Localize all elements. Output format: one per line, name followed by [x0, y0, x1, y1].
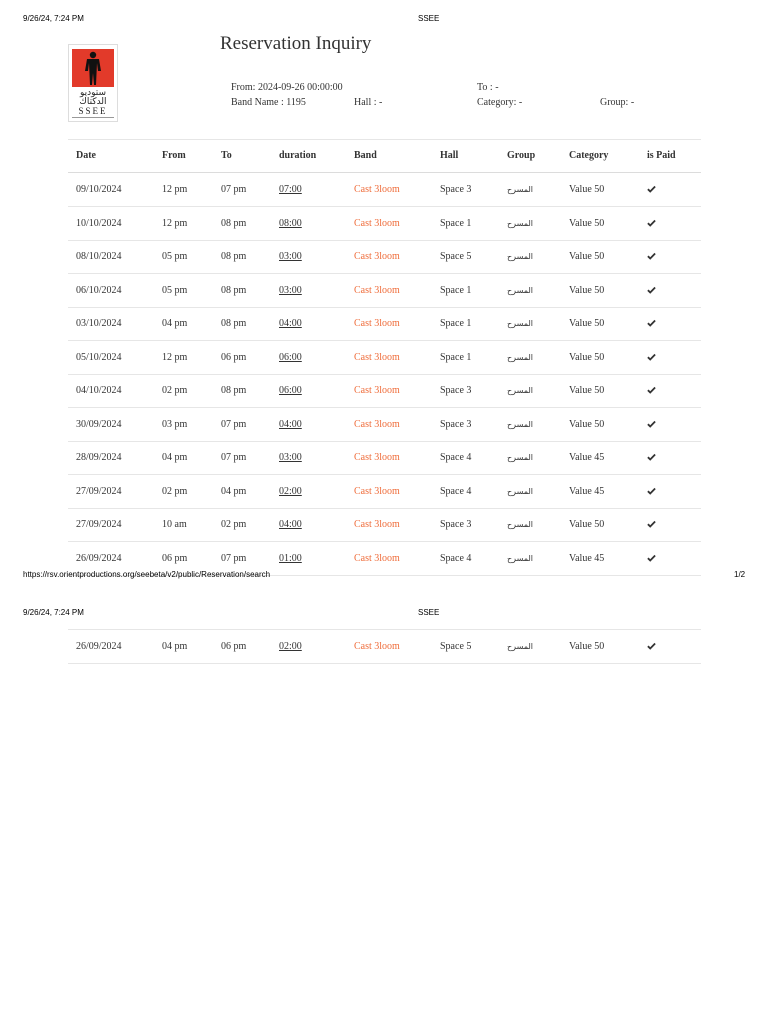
- cell-group: المسرح: [507, 520, 533, 529]
- cell-band: Cast 3loom: [354, 318, 400, 329]
- cell-hall: Space 4: [440, 552, 472, 564]
- table-header-border: [68, 172, 701, 173]
- cell-duration[interactable]: 04:00: [279, 318, 302, 329]
- cell-date: 09/10/2024: [76, 184, 122, 195]
- cell-from: 04 pm: [162, 641, 188, 652]
- paid-check-icon: [647, 520, 656, 528]
- cell-duration[interactable]: 02:00: [279, 485, 302, 497]
- row-divider: [68, 541, 701, 542]
- cell-hall: Space 5: [440, 251, 472, 262]
- cell-hall: Space 5: [440, 641, 472, 652]
- cell-duration[interactable]: 03:00: [279, 251, 302, 262]
- cell-category: Value 50: [569, 184, 605, 195]
- row-divider: [68, 206, 701, 207]
- cell-to: 08 pm: [221, 385, 247, 396]
- cell-date: 26/09/2024: [76, 641, 122, 652]
- cell-band: Cast 3loom: [354, 351, 400, 363]
- cell-from: 12 pm: [162, 217, 188, 229]
- cell-duration[interactable]: 07:00: [279, 184, 302, 195]
- cell-from: 10 am: [162, 519, 187, 530]
- cell-category: Value 50: [569, 217, 605, 229]
- row-divider: [68, 508, 701, 509]
- cell-duration[interactable]: 06:00: [279, 385, 302, 396]
- cell-from: 02 pm: [162, 485, 188, 497]
- filter-group: Group: -: [600, 97, 635, 108]
- print-datetime: 9/26/24, 7:24 PM: [23, 14, 84, 23]
- cell-category: Value 50: [569, 519, 605, 530]
- filter-band-name: Band Name : 1195: [231, 97, 306, 108]
- cell-hall: Space 3: [440, 385, 472, 396]
- page-title: Reservation Inquiry: [220, 33, 372, 54]
- table-top-border: [68, 139, 701, 140]
- row-divider: [68, 374, 701, 375]
- cell-date: 04/10/2024: [76, 385, 122, 396]
- cell-category: Value 45: [569, 485, 605, 497]
- cell-duration[interactable]: 04:00: [279, 519, 302, 530]
- cell-category: Value 45: [569, 552, 605, 564]
- cell-category: Value 50: [569, 251, 605, 262]
- cell-hall: Space 1: [440, 284, 472, 296]
- cell-group: المسرح: [507, 419, 533, 429]
- paid-check-icon: [647, 185, 656, 193]
- print-page-number: 1/2: [734, 570, 746, 579]
- cell-from: 05 pm: [162, 284, 188, 296]
- paid-check-icon: [647, 353, 656, 361]
- cell-from: 05 pm: [162, 251, 188, 262]
- cell-to: 07 pm: [221, 452, 247, 463]
- cell-category: Value 50: [569, 641, 605, 652]
- paid-check-icon: [647, 453, 656, 461]
- paid-check-icon: [647, 219, 656, 227]
- paid-check-icon: [647, 487, 656, 495]
- cell-category: Value 50: [569, 284, 605, 296]
- cell-date: 05/10/2024: [76, 351, 122, 363]
- cell-to: 06 pm: [221, 641, 247, 652]
- column-header-date: Date: [76, 150, 96, 161]
- cell-category: Value 50: [569, 351, 605, 363]
- paid-check-icon: [647, 420, 656, 428]
- filter-category: Category: -: [477, 97, 523, 108]
- cell-hall: Space 4: [440, 485, 472, 497]
- cell-group: المسرح: [507, 553, 533, 563]
- cell-to: 08 pm: [221, 284, 247, 296]
- cell-band: Cast 3loom: [354, 284, 400, 296]
- column-header-to: To: [221, 150, 232, 161]
- cell-duration[interactable]: 03:00: [279, 452, 302, 463]
- cell-to: 07 pm: [221, 184, 247, 195]
- paid-check-icon: [647, 286, 656, 294]
- cell-date: 06/10/2024: [76, 284, 122, 296]
- cell-to: 07 pm: [221, 418, 247, 430]
- cell-duration[interactable]: 08:00: [279, 217, 302, 229]
- cell-hall: Space 3: [440, 184, 472, 195]
- row-divider: [68, 340, 701, 341]
- print-site-title-page2: SSEE: [418, 608, 440, 617]
- row-divider: [68, 663, 701, 664]
- cell-duration[interactable]: 01:00: [279, 552, 302, 564]
- paid-check-icon: [647, 319, 656, 327]
- filter-hall: Hall : -: [354, 97, 383, 108]
- cell-band: Cast 3loom: [354, 552, 400, 564]
- cell-duration[interactable]: 02:00: [279, 641, 302, 652]
- cell-hall: Space 3: [440, 519, 472, 530]
- cell-group: المسرح: [507, 218, 533, 228]
- cell-category: Value 50: [569, 318, 605, 329]
- page2-top-border: [68, 629, 701, 630]
- cell-to: 08 pm: [221, 217, 247, 229]
- cell-date: 03/10/2024: [76, 318, 122, 329]
- row-divider: [68, 474, 701, 475]
- column-header-group: Group: [507, 150, 536, 161]
- cell-band: Cast 3loom: [354, 385, 400, 396]
- cell-group: المسرح: [507, 185, 533, 194]
- cell-band: Cast 3loom: [354, 184, 400, 195]
- cell-date: 27/09/2024: [76, 485, 122, 497]
- filter-from: From: 2024-09-26 00:00:00: [231, 82, 343, 93]
- cell-from: 04 pm: [162, 318, 188, 329]
- cell-duration[interactable]: 04:00: [279, 418, 302, 430]
- logo-brand: SSEE: [78, 106, 108, 116]
- cell-group: المسرح: [507, 453, 533, 462]
- cell-band: Cast 3loom: [354, 251, 400, 262]
- cell-from: 04 pm: [162, 452, 188, 463]
- cell-duration[interactable]: 03:00: [279, 284, 302, 296]
- cell-band: Cast 3loom: [354, 418, 400, 430]
- cell-duration[interactable]: 06:00: [279, 351, 302, 363]
- cell-to: 02 pm: [221, 519, 247, 530]
- cell-date: 26/09/2024: [76, 552, 122, 564]
- column-header-duration: duration: [279, 150, 317, 161]
- cell-group: المسرح: [507, 386, 533, 395]
- cell-band: Cast 3loom: [354, 519, 400, 530]
- cell-group: المسرح: [507, 319, 533, 328]
- cell-to: 06 pm: [221, 351, 247, 363]
- cell-to: 07 pm: [221, 552, 247, 564]
- cell-from: 06 pm: [162, 552, 188, 564]
- cell-hall: Space 1: [440, 351, 472, 363]
- paid-check-icon: [647, 252, 656, 260]
- cell-band: Cast 3loom: [354, 452, 400, 463]
- paid-check-icon: [647, 386, 656, 394]
- cell-date: 30/09/2024: [76, 418, 122, 430]
- cell-group: المسرح: [507, 486, 533, 496]
- cell-band: Cast 3loom: [354, 217, 400, 229]
- cell-from: 03 pm: [162, 418, 188, 430]
- logo-figure-icon: [83, 51, 103, 85]
- row-divider: [68, 240, 701, 241]
- cell-to: 08 pm: [221, 251, 247, 262]
- column-header-from: From: [162, 150, 186, 161]
- cell-to: 08 pm: [221, 318, 247, 329]
- logo-underline: [72, 117, 114, 118]
- cell-date: 27/09/2024: [76, 519, 122, 530]
- cell-band: Cast 3loom: [354, 485, 400, 497]
- cell-hall: Space 1: [440, 318, 472, 329]
- column-header-band: Band: [354, 150, 377, 161]
- row-divider: [68, 407, 701, 408]
- paid-check-icon: [647, 554, 656, 562]
- filter-to: To : -: [477, 82, 499, 93]
- cell-from: 12 pm: [162, 351, 188, 363]
- print-datetime-page2: 9/26/24, 7:24 PM: [23, 608, 84, 617]
- print-url: https://rsv.orientproductions.org/seebeta/v2/public/Reservation/search: [23, 570, 271, 579]
- ssee-logo: [68, 44, 118, 122]
- cell-date: 28/09/2024: [76, 452, 122, 463]
- cell-hall: Space 1: [440, 217, 472, 229]
- column-header-is-paid: is Paid: [647, 150, 676, 161]
- row-divider: [68, 307, 701, 308]
- print-site-title: SSEE: [418, 14, 440, 23]
- cell-from: 02 pm: [162, 385, 188, 396]
- cell-to: 04 pm: [221, 485, 247, 497]
- cell-category: Value 50: [569, 418, 605, 430]
- column-header-hall: Hall: [440, 150, 459, 161]
- cell-group: المسرح: [507, 352, 533, 362]
- cell-band: Cast 3loom: [354, 641, 400, 652]
- paid-check-icon: [647, 642, 656, 650]
- row-divider: [68, 273, 701, 274]
- cell-from: 12 pm: [162, 184, 188, 195]
- cell-category: Value 50: [569, 385, 605, 396]
- cell-group: المسرح: [507, 642, 533, 651]
- cell-date: 08/10/2024: [76, 251, 122, 262]
- logo-arabic-text: ستوديو الدكتاك: [79, 88, 107, 107]
- column-header-category: Category: [569, 150, 609, 161]
- cell-date: 10/10/2024: [76, 217, 122, 229]
- row-divider: [68, 441, 701, 442]
- cell-hall: Space 3: [440, 418, 472, 430]
- cell-hall: Space 4: [440, 452, 472, 463]
- cell-group: المسرح: [507, 252, 533, 261]
- cell-category: Value 45: [569, 452, 605, 463]
- cell-group: المسرح: [507, 285, 533, 295]
